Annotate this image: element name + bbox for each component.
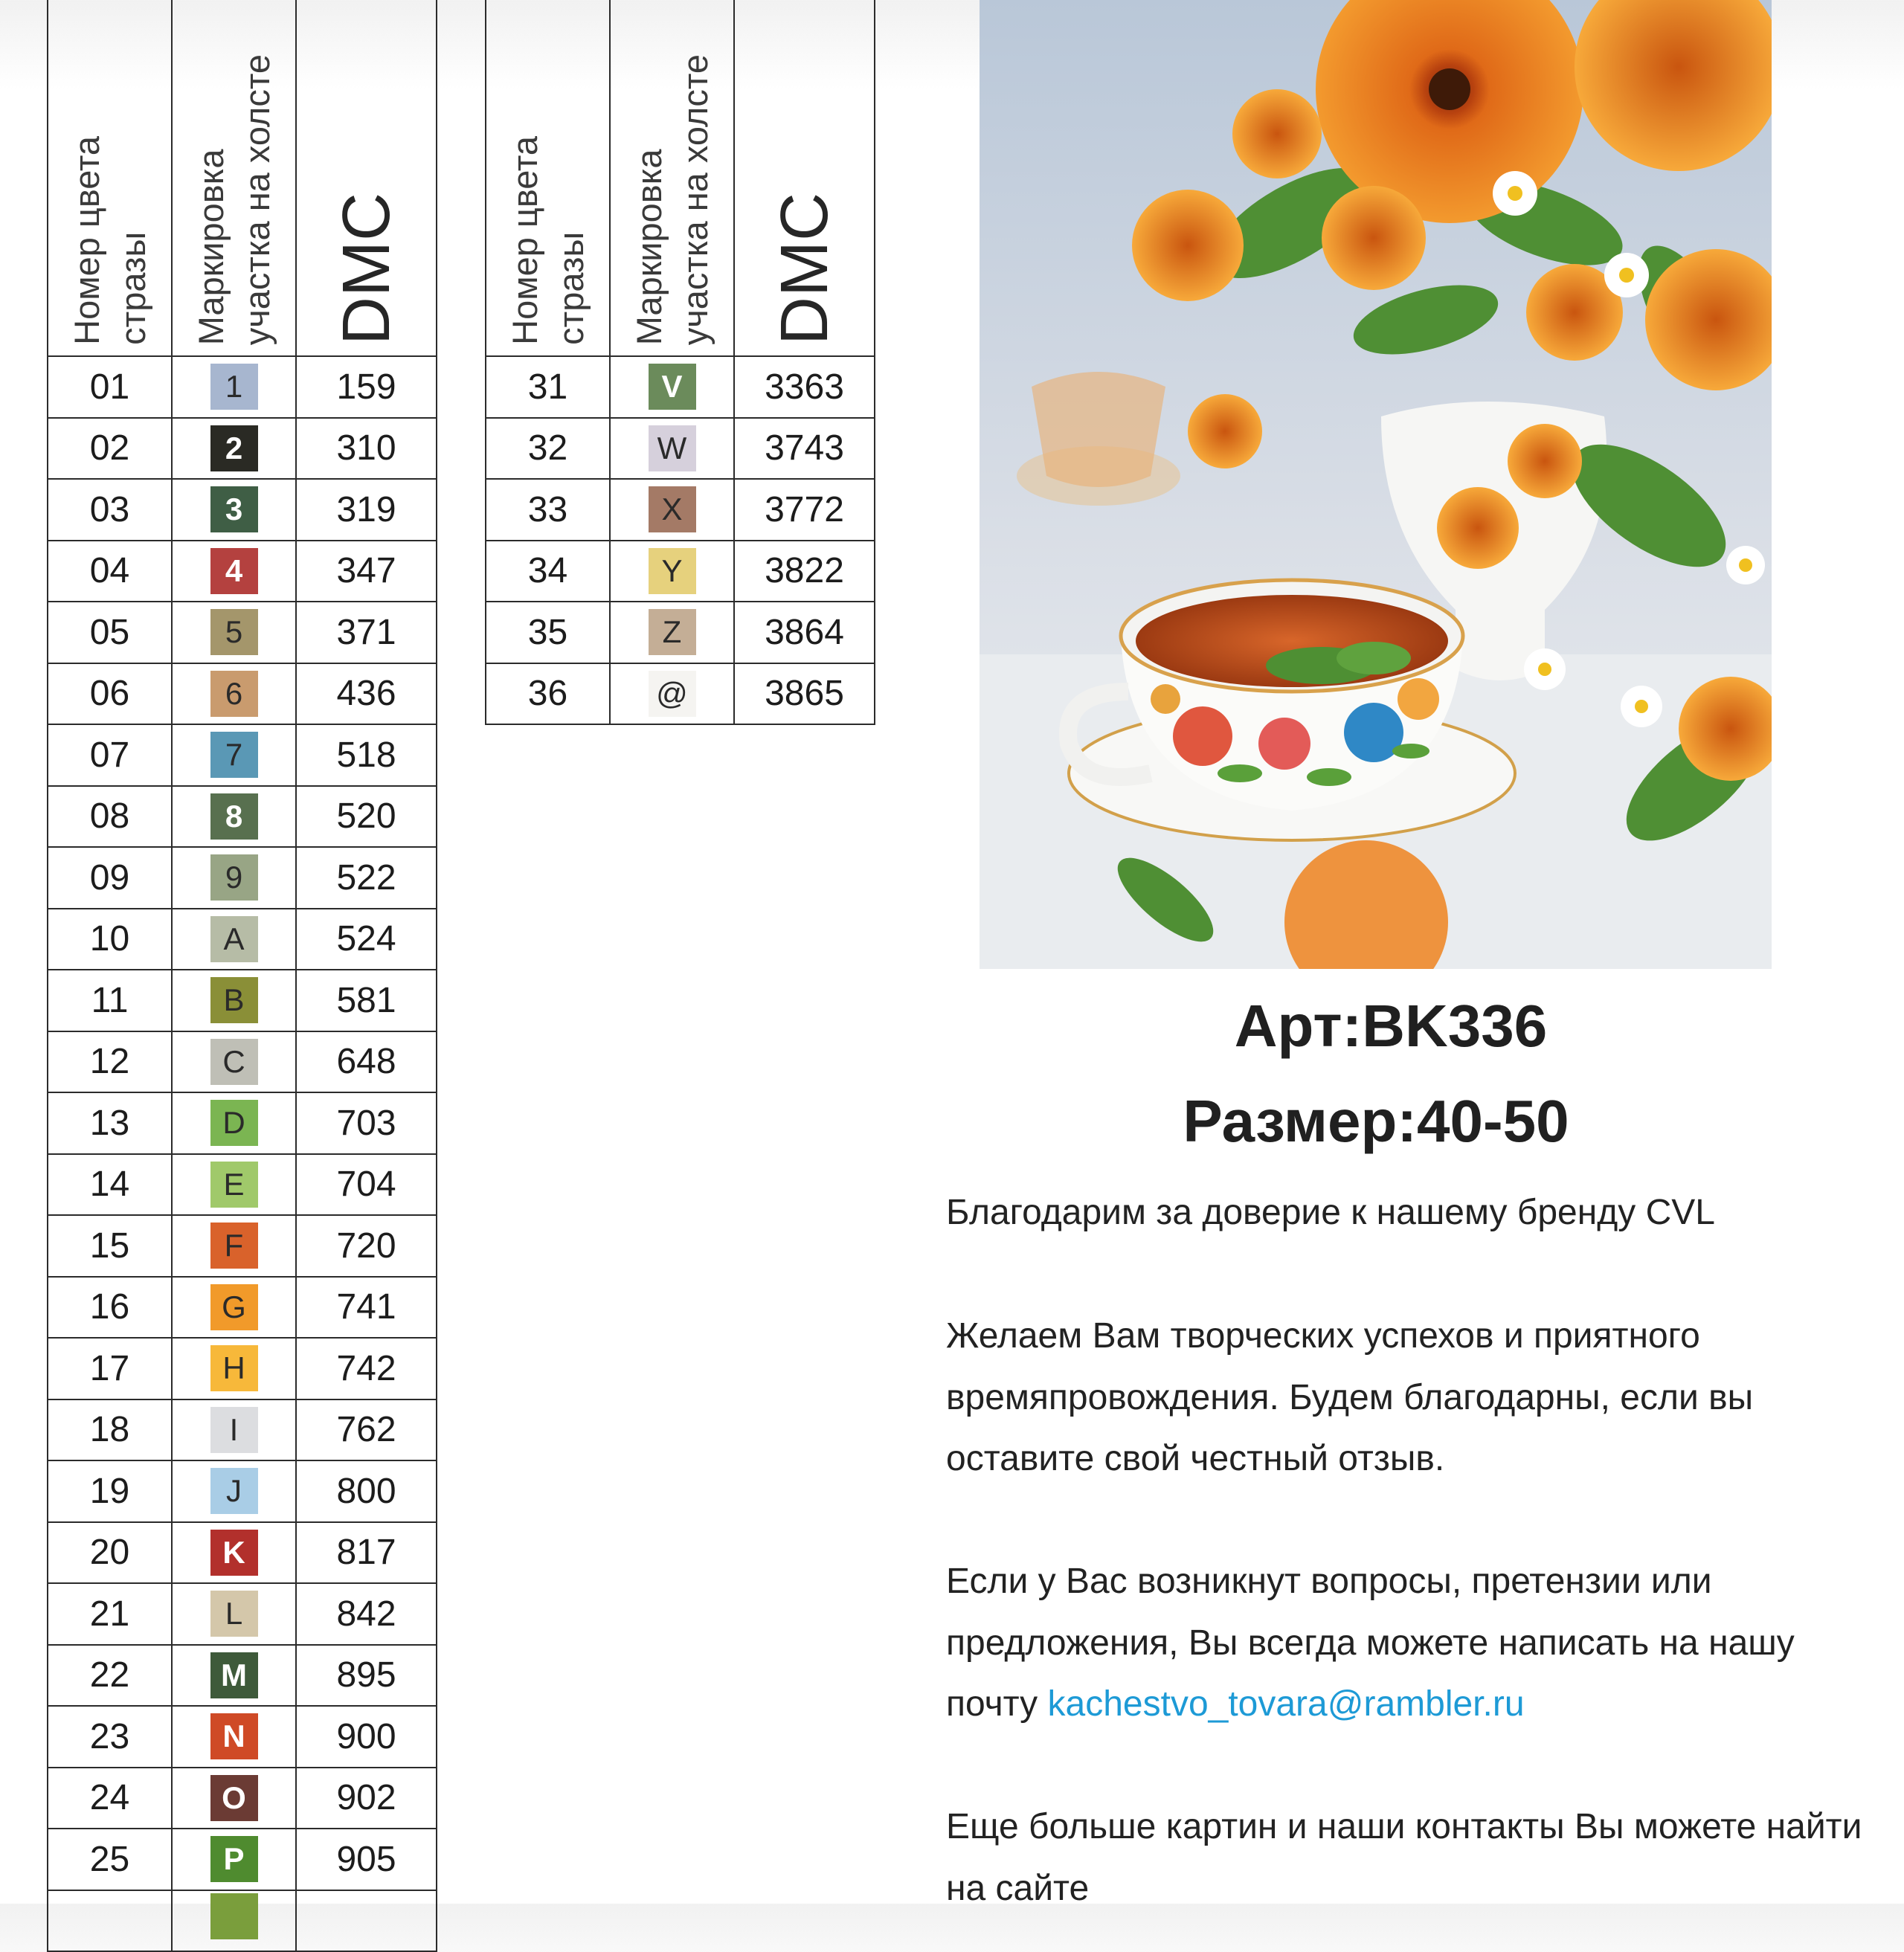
canvas-marking-cell	[172, 1645, 296, 1707]
color-number: 09	[48, 847, 172, 909]
legend-row	[486, 663, 875, 725]
legend-row	[48, 847, 437, 909]
dmc-code: 3865	[734, 663, 875, 725]
color-swatch: D	[210, 1100, 258, 1146]
color-number: 13	[48, 1092, 172, 1154]
color-number: 20	[48, 1522, 172, 1584]
header-color-number: Номер цвета стразы	[486, 0, 610, 356]
canvas-marking-cell	[172, 1706, 296, 1768]
dmc-code: 522	[296, 847, 437, 909]
color-number: 06	[48, 663, 172, 725]
color-swatch: 1	[210, 364, 258, 410]
legend-row	[48, 1092, 437, 1154]
color-swatch: J	[210, 1468, 258, 1514]
dmc-code: 720	[296, 1215, 437, 1277]
canvas-marking-cell	[172, 479, 296, 541]
legend-row	[48, 1031, 437, 1093]
legend-row	[486, 418, 875, 480]
legend-row	[48, 356, 437, 418]
legend-row	[48, 541, 437, 602]
canvas-marking-cell	[172, 1829, 296, 1890]
legend-row	[48, 724, 437, 786]
legend-row	[48, 1522, 437, 1584]
canvas-marking-cell	[610, 418, 734, 480]
canvas-marking-cell	[172, 356, 296, 418]
header-canvas-marking: Маркировка участка на холсте	[172, 0, 296, 356]
canvas-marking-cell	[172, 1890, 296, 1952]
color-swatch: B	[210, 977, 258, 1023]
legend-row	[48, 1583, 437, 1645]
dmc-code: 905	[296, 1829, 437, 1890]
color-swatch: K	[210, 1530, 258, 1576]
dmc-code: 3864	[734, 602, 875, 663]
legend-row	[48, 1768, 437, 1829]
dmc-code	[296, 1890, 437, 1952]
color-number: 05	[48, 602, 172, 663]
color-number: 23	[48, 1706, 172, 1768]
color-swatch: W	[649, 425, 696, 471]
color-number: 22	[48, 1645, 172, 1707]
header-dmc: DMC	[734, 0, 875, 356]
header-dmc: DMC	[296, 0, 437, 356]
legend-row	[48, 1399, 437, 1461]
dmc-code: 581	[296, 970, 437, 1031]
legend-row	[48, 1829, 437, 1890]
dmc-code: 3743	[734, 418, 875, 480]
color-swatch: E	[210, 1162, 258, 1208]
canvas-marking-cell	[172, 1092, 296, 1154]
legend-row	[48, 786, 437, 848]
color-number	[48, 1890, 172, 1952]
color-swatch: 2	[210, 425, 258, 471]
dmc-code: 520	[296, 786, 437, 848]
dmc-code: 895	[296, 1645, 437, 1707]
article-number: Арт:BK336	[1234, 993, 1548, 1059]
canvas-marking-cell	[172, 847, 296, 909]
color-number: 01	[48, 356, 172, 418]
canvas-marking-cell	[172, 541, 296, 602]
legend-row	[48, 418, 437, 480]
product-size: Размер:40-50	[1183, 1088, 1569, 1154]
dmc-code: 3822	[734, 541, 875, 602]
color-number: 32	[486, 418, 610, 480]
color-swatch: C	[210, 1039, 258, 1085]
color-swatch: X	[649, 486, 696, 532]
canvas-marking-cell	[172, 1768, 296, 1829]
color-swatch: A	[210, 916, 258, 962]
color-swatch: H	[210, 1345, 258, 1391]
color-swatch: Z	[649, 609, 696, 655]
thanks-text: Благодарим за доверие к нашему бренду CVL	[946, 1193, 1715, 1232]
canvas-marking-cell	[610, 541, 734, 602]
canvas-marking-cell	[172, 909, 296, 970]
dmc-code: 3772	[734, 479, 875, 541]
color-number: 10	[48, 909, 172, 970]
legend-row	[48, 1460, 437, 1522]
canvas-marking-cell	[172, 1399, 296, 1461]
color-number: 19	[48, 1460, 172, 1522]
color-swatch: 6	[210, 671, 258, 717]
dmc-code: 800	[296, 1460, 437, 1522]
color-number: 17	[48, 1338, 172, 1399]
dmc-code: 842	[296, 1583, 437, 1645]
color-swatch: O	[210, 1775, 258, 1821]
color-swatch: F	[210, 1223, 258, 1269]
color-number: 12	[48, 1031, 172, 1093]
legend-row	[48, 1154, 437, 1216]
color-number: 34	[486, 541, 610, 602]
legend-row	[48, 1277, 437, 1339]
color-swatch: N	[210, 1713, 258, 1759]
color-swatch: 4	[210, 548, 258, 594]
canvas-marking-cell	[172, 786, 296, 848]
canvas-marking-cell	[172, 1215, 296, 1277]
canvas-marking-cell	[610, 663, 734, 725]
color-swatch: P	[210, 1836, 258, 1882]
header-canvas-marking: Маркировка участка на холсте	[610, 0, 734, 356]
canvas-marking-cell	[172, 418, 296, 480]
dmc-code: 371	[296, 602, 437, 663]
color-number: 08	[48, 786, 172, 848]
color-number: 25	[48, 1829, 172, 1890]
canvas-marking-cell	[172, 1583, 296, 1645]
legend-row	[48, 663, 437, 725]
color-swatch	[210, 1893, 258, 1939]
legend-row	[48, 1338, 437, 1399]
color-legend-table-right	[485, 0, 875, 725]
color-number: 24	[48, 1768, 172, 1829]
dmc-code: 741	[296, 1277, 437, 1339]
header-color-number: Номер цвета стразы	[48, 0, 172, 356]
legend-row	[486, 479, 875, 541]
dmc-code: 742	[296, 1338, 437, 1399]
color-legend-table-left	[47, 0, 437, 1952]
color-swatch: 9	[210, 854, 258, 901]
color-swatch: I	[210, 1407, 258, 1453]
dmc-code: 900	[296, 1706, 437, 1768]
dmc-code: 817	[296, 1522, 437, 1584]
color-number: 07	[48, 724, 172, 786]
dmc-code: 347	[296, 541, 437, 602]
color-number: 16	[48, 1277, 172, 1339]
legend-row	[48, 1706, 437, 1768]
dmc-code: 902	[296, 1768, 437, 1829]
dmc-code: 310	[296, 418, 437, 480]
color-swatch: G	[210, 1284, 258, 1330]
color-number: 31	[486, 356, 610, 418]
canvas-marking-cell	[172, 1460, 296, 1522]
color-swatch: 7	[210, 732, 258, 778]
legend-row	[48, 1890, 437, 1952]
color-swatch: Y	[649, 548, 696, 594]
dmc-code: 3363	[734, 356, 875, 418]
color-number: 18	[48, 1399, 172, 1461]
legend-row	[48, 970, 437, 1031]
color-number: 14	[48, 1154, 172, 1216]
color-swatch: V	[649, 364, 696, 410]
legend-row	[486, 541, 875, 602]
dmc-code: 159	[296, 356, 437, 418]
canvas-marking-cell	[172, 724, 296, 786]
canvas-marking-cell	[172, 970, 296, 1031]
legend-row	[486, 356, 875, 418]
color-number: 15	[48, 1215, 172, 1277]
color-number: 21	[48, 1583, 172, 1645]
legend-row	[48, 1645, 437, 1707]
color-number: 11	[48, 970, 172, 1031]
color-number: 36	[486, 663, 610, 725]
color-number: 04	[48, 541, 172, 602]
wish-text: Желаем Вам творческих успехов и приятного времяпровождения. Будем благодарны, если вы оставите свой честный отзыв.	[946, 1316, 1754, 1478]
color-number: 03	[48, 479, 172, 541]
canvas-marking-cell	[172, 1522, 296, 1584]
legend-row	[48, 1215, 437, 1277]
dmc-code: 704	[296, 1154, 437, 1216]
dmc-code: 518	[296, 724, 437, 786]
legend-row	[48, 602, 437, 663]
dmc-code: 524	[296, 909, 437, 970]
contact-text	[946, 1551, 1883, 1736]
canvas-marking-cell	[610, 356, 734, 418]
color-swatch: M	[210, 1652, 258, 1698]
legend-row	[48, 909, 437, 970]
canvas-marking-cell	[610, 602, 734, 663]
color-swatch: 3	[210, 486, 258, 532]
canvas-marking-cell	[610, 479, 734, 541]
canvas-marking-cell	[172, 1338, 296, 1399]
canvas-marking-cell	[172, 663, 296, 725]
dmc-code: 703	[296, 1092, 437, 1154]
dmc-code: 648	[296, 1031, 437, 1093]
legend-row	[486, 602, 875, 663]
canvas-marking-cell	[172, 1277, 296, 1339]
color-number: 02	[48, 418, 172, 480]
canvas-marking-cell	[172, 1031, 296, 1093]
more-info-text: Еще больше картин и наши контакты Вы можете найти на сайте	[946, 1807, 1862, 1908]
dmc-code: 319	[296, 479, 437, 541]
email-link[interactable]: kachestvo_tovara@rambler.ru	[1047, 1684, 1525, 1724]
canvas-marking-cell	[172, 602, 296, 663]
dmc-code: 436	[296, 663, 437, 725]
painting-preview-image	[980, 0, 1772, 969]
color-number: 35	[486, 602, 610, 663]
color-swatch: 8	[210, 793, 258, 840]
contact-text-body: Если у Вас возникнут вопросы, претензии или предложения, Вы всегда можете написать на нашу почту	[946, 1562, 1795, 1724]
color-swatch: 5	[210, 609, 258, 655]
canvas-marking-cell	[172, 1154, 296, 1216]
dmc-code: 762	[296, 1399, 437, 1461]
color-swatch: L	[210, 1591, 258, 1637]
legend-row	[48, 479, 437, 541]
color-number: 33	[486, 479, 610, 541]
color-swatch: @	[649, 671, 696, 717]
